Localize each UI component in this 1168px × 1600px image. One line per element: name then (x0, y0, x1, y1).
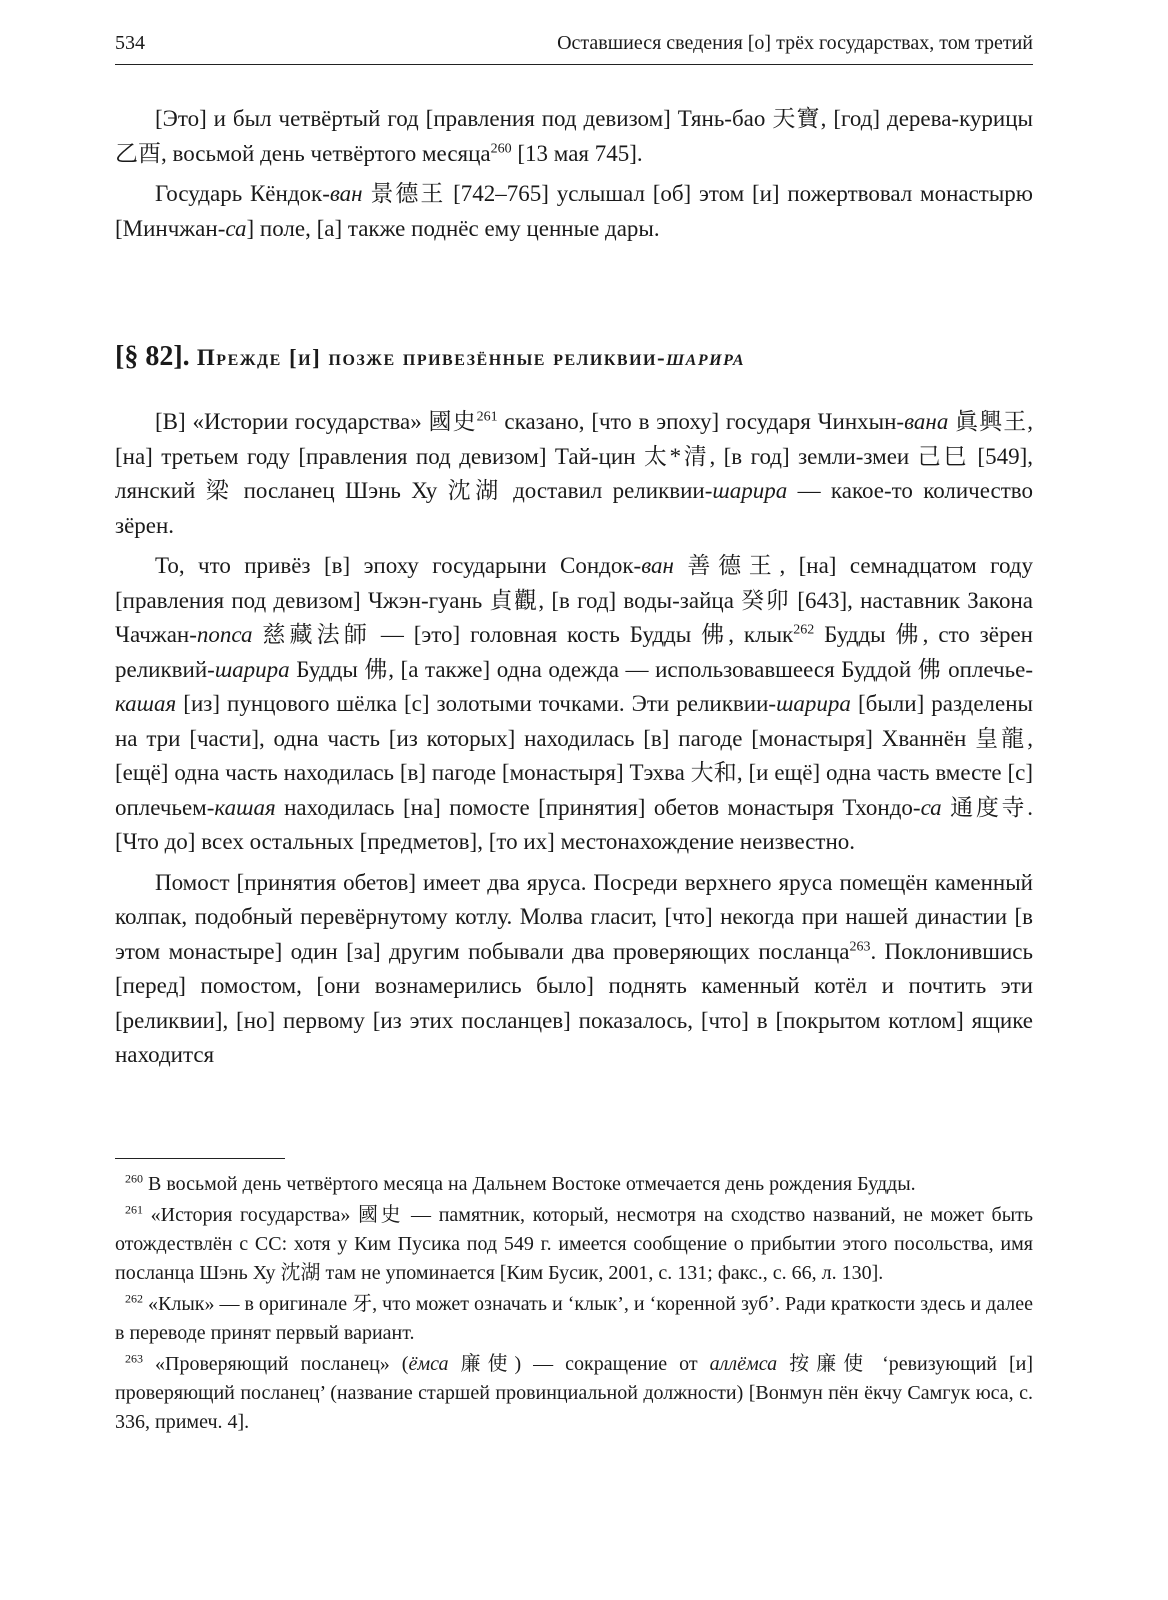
main-text (115, 102, 1033, 1073)
section-title: Прежде [и] позже привезённые реликвии- (189, 345, 667, 370)
running-header (115, 30, 1033, 65)
footnote-ref-261[interactable]: 261 (476, 409, 498, 425)
paragraph: [В] «Истории государства» 國史$^{261}$ сказано, [что в эпоху] государя Чинхын-вана 眞興王, [на] третьем году [правления под девизом] Тай-цин 太*清, [в год] земли-змеи 己巳 [549], лянский 梁 посланец Шэнь Ху 沈湖 доставил реликвии-шарира — какое-то количество зёрен. (115, 409, 1034, 538)
running-title: Оставшиеся сведения [о] трёх государствах, том третий (557, 32, 1033, 54)
paragraph: [Это] и был четвёртый год [правления под девизом] Тянь-бао 天寶, [год] дерева-курицы 乙酉, восьмой день четвёртого месяца$^{260}$ [13 мая 745]. (115, 106, 1033, 166)
section-heading (115, 340, 1033, 375)
footnotes (115, 1170, 1033, 1439)
section-number: [§ 82]. (115, 341, 190, 372)
footnote-ref-260[interactable]: 260 (490, 140, 512, 156)
footnote-separator (115, 1158, 285, 1159)
page-number: 534 (115, 32, 145, 54)
paragraph: Государь Кёндок-ван 景德王 [742–765] услышал [об] этом [и] пожертвовал монастырю [Минчжан-са] поле, [а] также поднёс ему ценные дары. (115, 181, 1033, 241)
footnote: $^{262}$ «Клык» — в оригинале 牙, что может означать и ‘клык’, и ‘коренной зуб’. Ради краткости здесь и далее в переводе принят первый вариант. (115, 1291, 1033, 1344)
footnote: $^{260}$ В восьмой день четвёртого месяца на Дальнем Востоке отмечается день рождения Будды. (125, 1171, 916, 1195)
section-title-italic: шарира (666, 345, 746, 370)
footnote-ref-263[interactable]: 263 (849, 938, 871, 954)
footnote: $^{263}$ «Проверяющий посланец» (ёмса 廉使) — сокращение от аллёмса 按廉使 ‘ревизующий [и] проверяющий посланец’ (название старшей провинциальной должности) [Вонмун пён ёкчу Самгук юса, с. 336, примеч. 4]. (115, 1351, 1033, 1433)
footnote: $^{261}$ «История государства» 國史 — памятник, который, несмотря на сходство названий, не может быть отождествлён с СС: хотя у Ким Пусика под 549 г. имеется сообщение о прибытии этого посольства, имя посланца Шэнь Ху 沈湖 там не упоминается [Ким Бусик, 2001, с. 131; факс., с. 66, л. 130]. (115, 1202, 1033, 1284)
footnote-ref-262[interactable]: 262 (793, 622, 815, 638)
paragraph: То, что привёз [в] эпоху государыни Сондок-ван 善德王, [на] семнадцатом году [правления под девизом] Чжэн-гуань 貞觀, [в год] воды-зайца 癸卯 [643], наставник Закона Чачжан-попса 慈藏法師 — [это] головная кость Будды 佛, клык$^{262}$ Будды 佛, сто зёрен реликвий-шарира Будды 佛, [а также] одна одежда — использовавшееся Буддой 佛 оплечье-кашая [из] пунцового шёлка [с] золотыми точками. Эти реликвии-шарира [были] разделены на три [части], одна часть [из которых] находилась [в] пагоде [монастыря] Хваннён 皇龍, [ещё] одна часть находилась [в] пагоде [монастыря] Тэхва 大和, [и ещё] одна часть вместе [с] оплечьем-кашая находилась [на] помосте [принятия] обетов монастыря Тхондо-са 通度寺. [Что до] всех остальных [предметов], [то их] местонахождение неизвестно. (115, 553, 1034, 854)
paragraph: Помост [принятия обетов] имеет два яруса. Посреди верхнего яруса помещён каменный колпак, подобный перевёрнутому котлу. Молва гласит, [что] некогда при нашей династии [в этом монастыре] один [за] другим побывали два проверяющих посланца$^{263}$. Поклонившись [перед] помостом, [они вознамерились было] поднять каменный котёл и почтить эти [реликвии], [но] первому [из этих посланцев] показалось, [что] в [покрытом котлом] ящике находится (115, 869, 1033, 1067)
